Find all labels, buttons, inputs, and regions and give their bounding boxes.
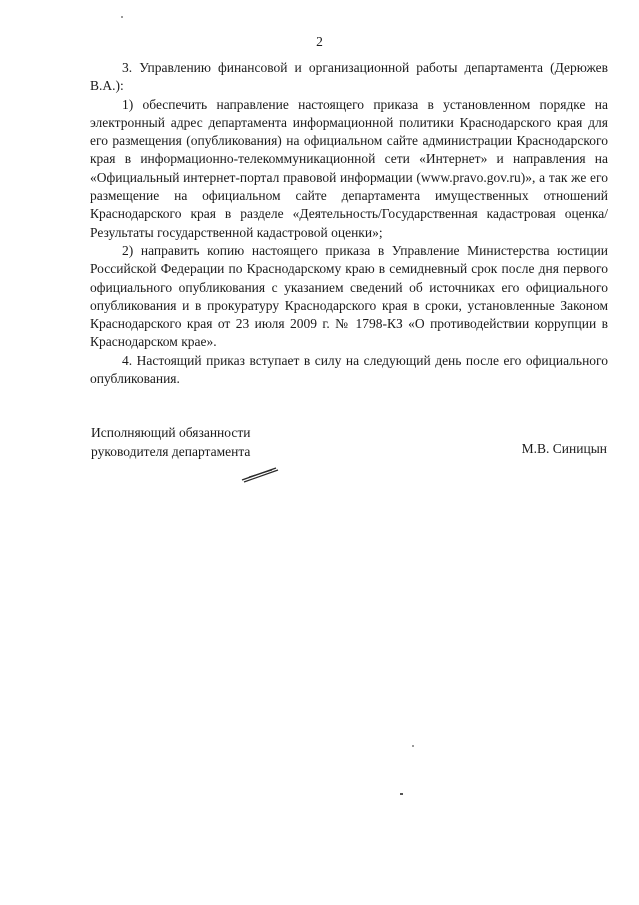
paragraph-subitem-2: 2) направить копию настоящего приказа в Управление Министерства юстиции Российской Федерации по Краснодарскому краю в семидневный срок после дня первого официального опубликования с указанием сведений об источниках его официального опубликования и в прокуратуру Краснодарского края в сроки, установленные Законом Краснодарского края от 23 июля 2009 г. № 1798-КЗ «О противодействии коррупции в Краснодарском крае». bbox=[90, 242, 608, 350]
signatory-name: М.В. Синицын bbox=[521, 441, 607, 456]
paragraph-subitem-1: 1) обеспечить направление настоящего приказа в установленном порядке на электронный адрес департамента информационной политики Краснодарского края для его размещения (опубликования) на официальном сайте администрации Краснодарского края в информационно-телекоммуникационной сети «Интернет» и направления на «Официальный интернет-портал правовой информации (www.pravo.gov.ru)», а так же его размещение на официальном сайте департамента имущественных отношений Краснодарского края в разделе «Деятельность/Государственная кадастровая оценка/Результаты государственной кадастровой оценки»; bbox=[90, 96, 608, 240]
signatory-position bbox=[91, 423, 250, 461]
paragraph-item-3: 3. Управлению финансовой и организационной работы департамента (Дерюжев В.А.): bbox=[90, 60, 608, 94]
document-body bbox=[90, 59, 608, 388]
page-number: 2 bbox=[316, 34, 323, 49]
signatory-position-line2: руководителя департамента bbox=[91, 444, 251, 459]
paragraph-item-4: 4. Настоящий приказ вступает в силу на следующий день после его официального опубликования. bbox=[90, 352, 608, 387]
scan-speck bbox=[121, 16, 123, 18]
scan-speck bbox=[400, 793, 403, 795]
signatory-position-line1: Исполняющий обязанности bbox=[91, 425, 251, 440]
scan-speck bbox=[412, 745, 414, 747]
handwritten-signature bbox=[240, 464, 280, 484]
